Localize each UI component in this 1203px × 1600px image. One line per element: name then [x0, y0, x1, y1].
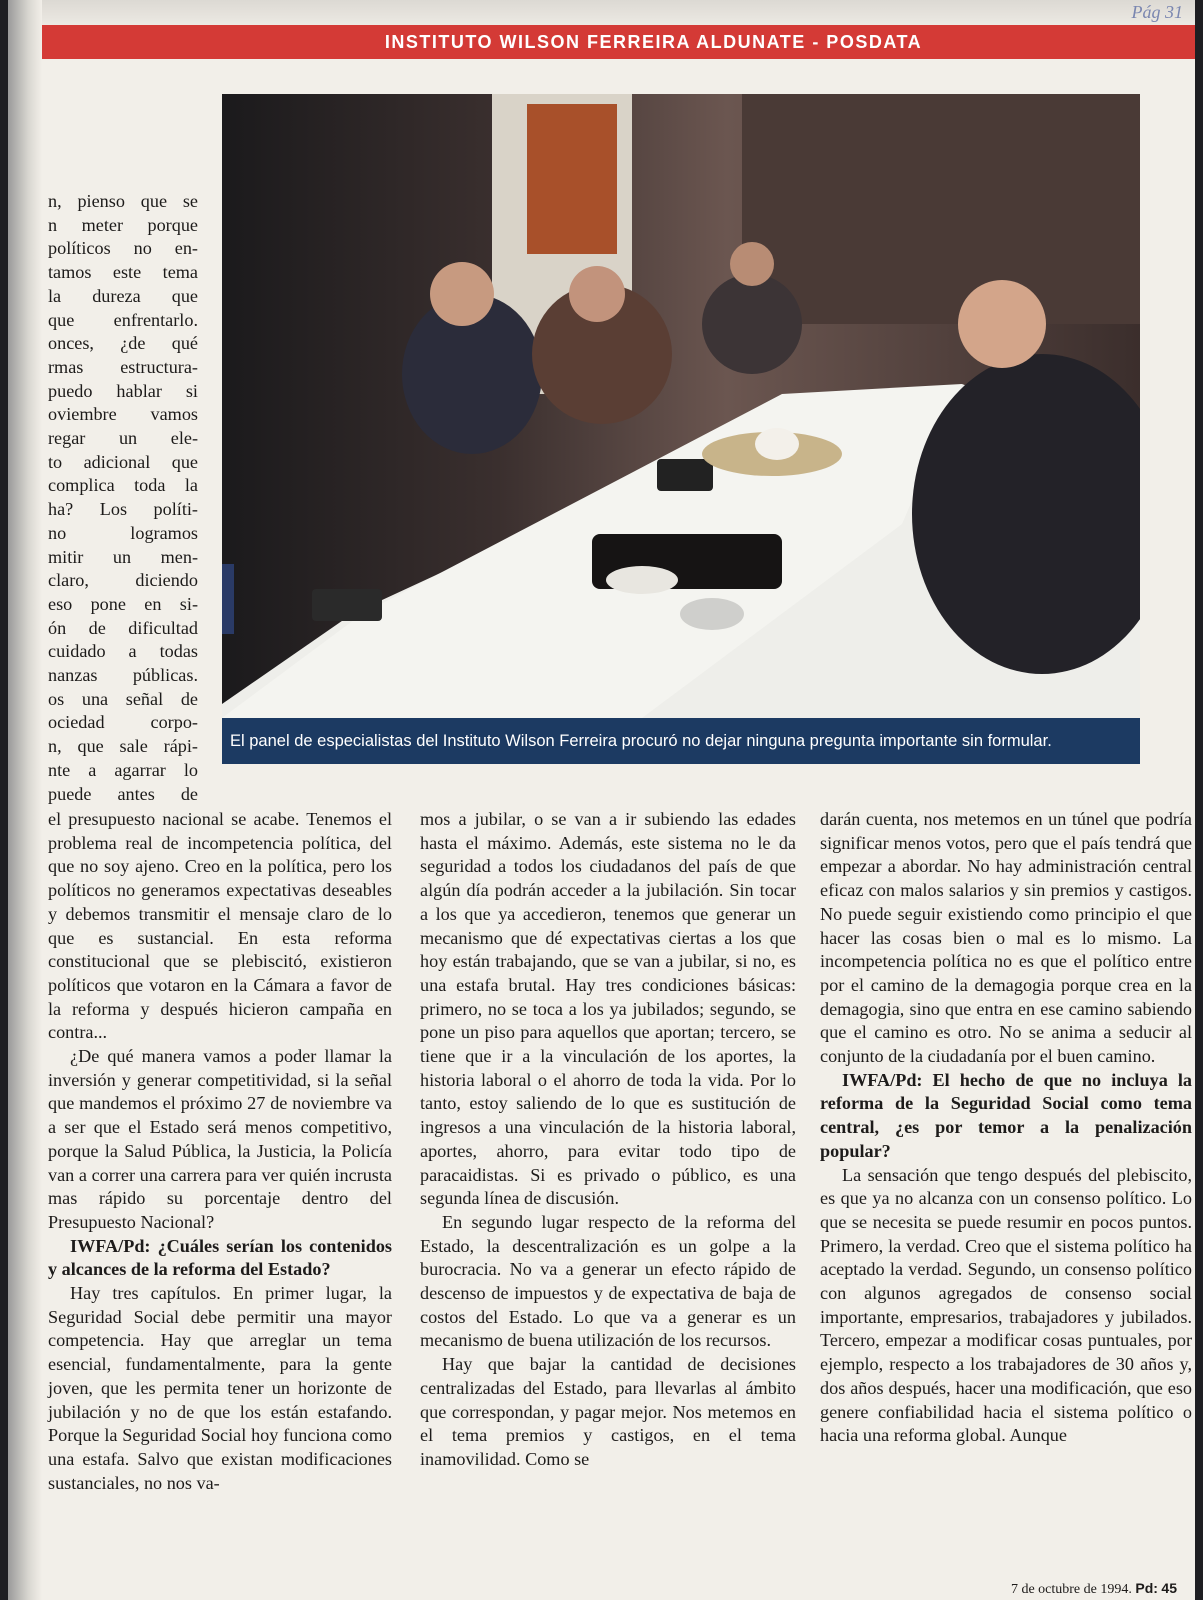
article-line: eso pone en si-: [48, 593, 198, 614]
article-line: no logramos: [48, 522, 198, 543]
article-paragraph: ¿De qué manera vamos a poder llamar la inversión y generar competitividad, si la señal que mandemos el próximo 27 de noviembre va a ser que el Estado será menos competitivo, porque la Salud Pública, la Justicia, la Policía van a correr una carrera para ver quién incrusta mas rápido su porcentaje dentro del Presupuesto Nacional?: [48, 1046, 392, 1232]
article-line: ha? Los políti-: [48, 499, 198, 520]
article-paragraph: mos a jubilar, o se van a ir subiendo las edades hasta el máximo. Además, este sistema no le da seguridad a todos los ciudadanos del país de que algún día podrán acceder a la jubilación. Sin tocar a los que ya accedieron, tenemos que generar un mecanismo que dé expectativas ciertas a los que hoy están trabajando, que se van a jubilar, si no, es una estafa brutal. Hay tres condiciones básicas: primero, no se toca a los ya jubilados; segundo, se pone un piso para aquellos que aportan; tercero, se tiene que ir a la vinculación de los aportes, la historia laboral o el ahorro de toda la vida. Por lo tanto, estoy saliendo de lo que es sustitución de ingresos a una vinculación de la historia laboral, aportes, ahorro, para evitar todo tipo de paracaidistas. Si es privado o público, es una segunda línea de discusión.: [420, 809, 796, 1209]
article-line: regar un ele-: [48, 428, 198, 449]
section-header: [42, 25, 1195, 59]
binding-shadow: [8, 0, 42, 1600]
left-column: [48, 808, 392, 1495]
article-paragraph: Hay que bajar la cantidad de decisiones centralizadas del Estado, para llevarlas al ámbito que correspondan, y pagar mejor. Nos metemos en el tema premios y castigos, en el tema inamovilidad. Como se: [420, 1354, 796, 1469]
top-page-ref: Pág 31: [1131, 2, 1183, 22]
article-line: os una señal de: [48, 688, 198, 709]
article-line: rmas estructura-: [48, 356, 198, 377]
article-paragraph: darán cuenta, nos metemos en un túnel que podría significar menos votos, pero que el país tendrá que empezar a abordar. No hay administración central eficaz con malos salarios y sin premios y castigos. No puede seguir existiendo como principio el que hacer las cosas bien o mal es lo mismo. La incompetencia política no es que el político entre por el camino de la demagogia porque crea en la demagogia, sino que entra en ese camino sabiendo que el camino es otro. No se anima a seducir al conjunto de la ciudadanía por el buen camino.: [820, 809, 1192, 1067]
issue-date: 7 de octubre de 1994.: [1010, 1582, 1132, 1597]
article-line: oviembre vamos: [48, 404, 198, 425]
page-number: 45: [1161, 1580, 1177, 1596]
publication-mark: Pd:: [1135, 1580, 1158, 1596]
panel-photo: [222, 94, 1140, 718]
article-paragraph: La sensación que tengo después del plebiscito, es que ya no alcanza con un consenso político. Lo que se necesita se puede resumir en pocos puntos. Primero, la verdad. Creo que el sistema político ha aceptado la verdad. Segundo, un consenso político con algunos agregados de consenso social importante, empresarios, trabajadores y jubilados. Tercero, empezar a modificar cosas puntuales, por ejemplo, respecto a los trabajadores de 30 años y, dos años después, hacer una modificación, que eso genere confiabilidad hacia el sistema político o hacia una reforma global. Aunque: [820, 1164, 1192, 1446]
article-line: n meter porque: [48, 214, 198, 235]
article-line: onces, ¿de qué: [48, 333, 198, 354]
middle-column: [420, 808, 796, 1472]
section-title: INSTITUTO WILSON FERREIRA ALDUNATE - POSDATA: [384, 32, 923, 52]
article-line: n, pienso que se: [48, 191, 198, 211]
article-line: nanzas públicas.: [48, 665, 198, 686]
article-line: que enfrentarlo.: [48, 309, 198, 330]
article-line: tamos este tema: [48, 262, 198, 283]
article-line: ón de dificultad: [48, 617, 198, 638]
article-line: n, que sale rápi-: [48, 736, 198, 757]
page-footer: [1011, 1580, 1177, 1598]
top-strip: [42, 0, 1195, 25]
article-line: cuidado a todas: [48, 641, 198, 662]
magazine-page: [8, 0, 1195, 1600]
article-line: puede antes de: [48, 783, 198, 804]
panel-photo-illustration: [222, 94, 1140, 718]
article-line: claro, diciendo: [48, 570, 198, 591]
article-paragraph: Hay tres capítulos. En primer lugar, la Seguridad Social debe permitir una mayor competencia. Hay que arreglar un tema esencial, fundamentalmente, para la gente joven, que les permita tener un horizonte de jubilación y no de que los están estafando. Porque la Seguridad Social hoy funciona como una estafa. Salvo que existan modificaciones sustanciales, no nos va-: [48, 1283, 392, 1493]
article-line: complica toda la: [48, 475, 198, 496]
right-column: [820, 808, 1192, 1448]
article-line: nte a agarrar lo: [48, 759, 198, 780]
interview-question: IWFA/Pd: El hecho de que no incluya la reforma de la Seguridad Social como tema central, ¿es por temor a la penalización popular?: [820, 1069, 1192, 1161]
article-paragraph: el presupuesto nacional se acabe. Tenemos el problema real de incompetencia política, del que no soy ajeno. Creo en la política, pero los políticos no generamos expectativas deseables y debemos transmitir el mensaje claro de lo que es sustancial. En esta reforma constitucional que se plebiscitó, existieron políticos que votaron en la Cámara a favor de la reforma y después hicieron campaña en contra...: [48, 809, 392, 1043]
article-line: ociedad corpo-: [48, 712, 198, 733]
article-line: to adicional que: [48, 451, 198, 472]
article-line: puedo hablar si: [48, 380, 198, 401]
article-line: mitir un men-: [48, 546, 198, 567]
article-line: políticos no en-: [48, 238, 198, 259]
photo-caption: El panel de especialistas del Instituto Wilson Ferreira procuró no dejar ninguna pregunta importante sin formular.: [222, 718, 1140, 764]
left-column-top: [48, 190, 198, 806]
interview-question: IWFA/Pd: ¿Cuáles serían los contenidos y alcances de la reforma del Estado?: [48, 1235, 392, 1280]
article-line: la dureza que: [48, 285, 198, 306]
article-paragraph: En segundo lugar respecto de la reforma del Estado, la descentralización es un golpe a la burocracia. No va a generar un efecto rápido de descenso de impuestos y de expectativa de baja de costos del Estado. Lo que va a generar es un mecanismo de buena utilización de los recursos.: [420, 1211, 796, 1351]
